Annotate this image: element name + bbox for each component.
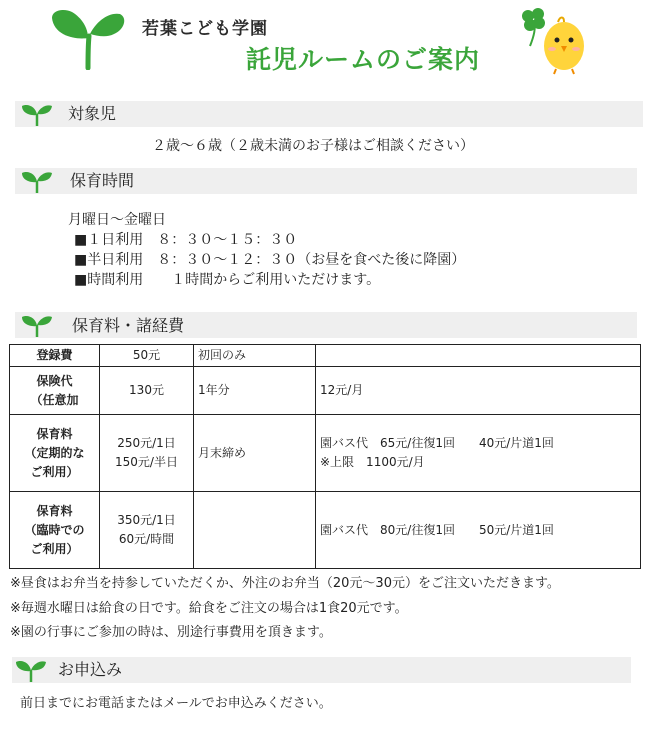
fee-note: [316, 345, 641, 367]
school-name: 若葉こども学園: [142, 19, 268, 39]
hours-line: ■時間利用 １時間からご利用いただけます。: [74, 272, 381, 288]
section-title-fees: 保育料・諸経費: [72, 316, 185, 335]
fee-unit: 1年分: [194, 367, 316, 415]
table-row: [10, 367, 641, 415]
fee-price: 350元/1日 60元/時間: [100, 492, 194, 569]
hours-line: ■１日利用 ８：３０～１５：３０: [74, 232, 298, 248]
fee-name: 保育料 （臨時での ご利用）: [10, 492, 100, 569]
hours-line: ■半日利用 ８：３０～１２：３０（お昼を食べた後に降園）: [74, 252, 466, 268]
fee-unit: [194, 492, 316, 569]
sprout-icon: [20, 168, 54, 194]
table-row: [10, 415, 641, 492]
section-title-apply: お申込み: [58, 660, 123, 679]
footnote: ※園の行事にご参加の時は、別途行事費用を頂きます。: [10, 625, 332, 640]
fee-unit: 初回のみ: [194, 345, 316, 367]
fee-name: 保育料 （定期的な ご利用）: [10, 415, 100, 492]
fee-name: 登録費: [10, 345, 100, 367]
fee-name: 保険代 （任意加: [10, 367, 100, 415]
sprout-icon: [20, 101, 54, 127]
fee-price: 50元: [100, 345, 194, 367]
target-text: ２歳～６歳（２歳未満のお子様はご相談ください）: [152, 138, 474, 154]
footnote: ※毎週水曜日は給食の日です。給食をご注文の場合は1食20元です。: [10, 601, 408, 616]
fee-price: 130元: [100, 367, 194, 415]
fee-price: 250元/1日 150元/半日: [100, 415, 194, 492]
fee-unit: 月末締め: [194, 415, 316, 492]
table-row: [10, 492, 641, 569]
section-title-target: 対象児: [68, 104, 117, 123]
footnote: ※昼食はお弁当を持参していただくか、外注のお弁当（20元～30元）をご注文いただきます。: [10, 576, 560, 591]
fee-note: 12元/月: [316, 367, 641, 415]
sprout-logo-icon: [48, 6, 128, 70]
section-title-hours: 保育時間: [70, 171, 135, 190]
sprout-icon: [20, 312, 54, 338]
fee-note: 園バス代 80元/往復1回 50元/片道1回: [316, 492, 641, 569]
table-row: [10, 345, 641, 367]
apply-text: 前日までにお電話またはメールでお申込みください。: [20, 696, 332, 711]
page-title: 託児ルームのご案内: [246, 45, 481, 74]
fee-note: 園バス代 65元/往復1回 40元/片道1回 ※上限 1100元/月: [316, 415, 641, 492]
chick-with-clover-icon: [518, 6, 588, 76]
sprout-icon: [14, 657, 48, 683]
fee-table: [9, 344, 641, 569]
hours-line: 月曜日～金曜日: [68, 212, 166, 228]
